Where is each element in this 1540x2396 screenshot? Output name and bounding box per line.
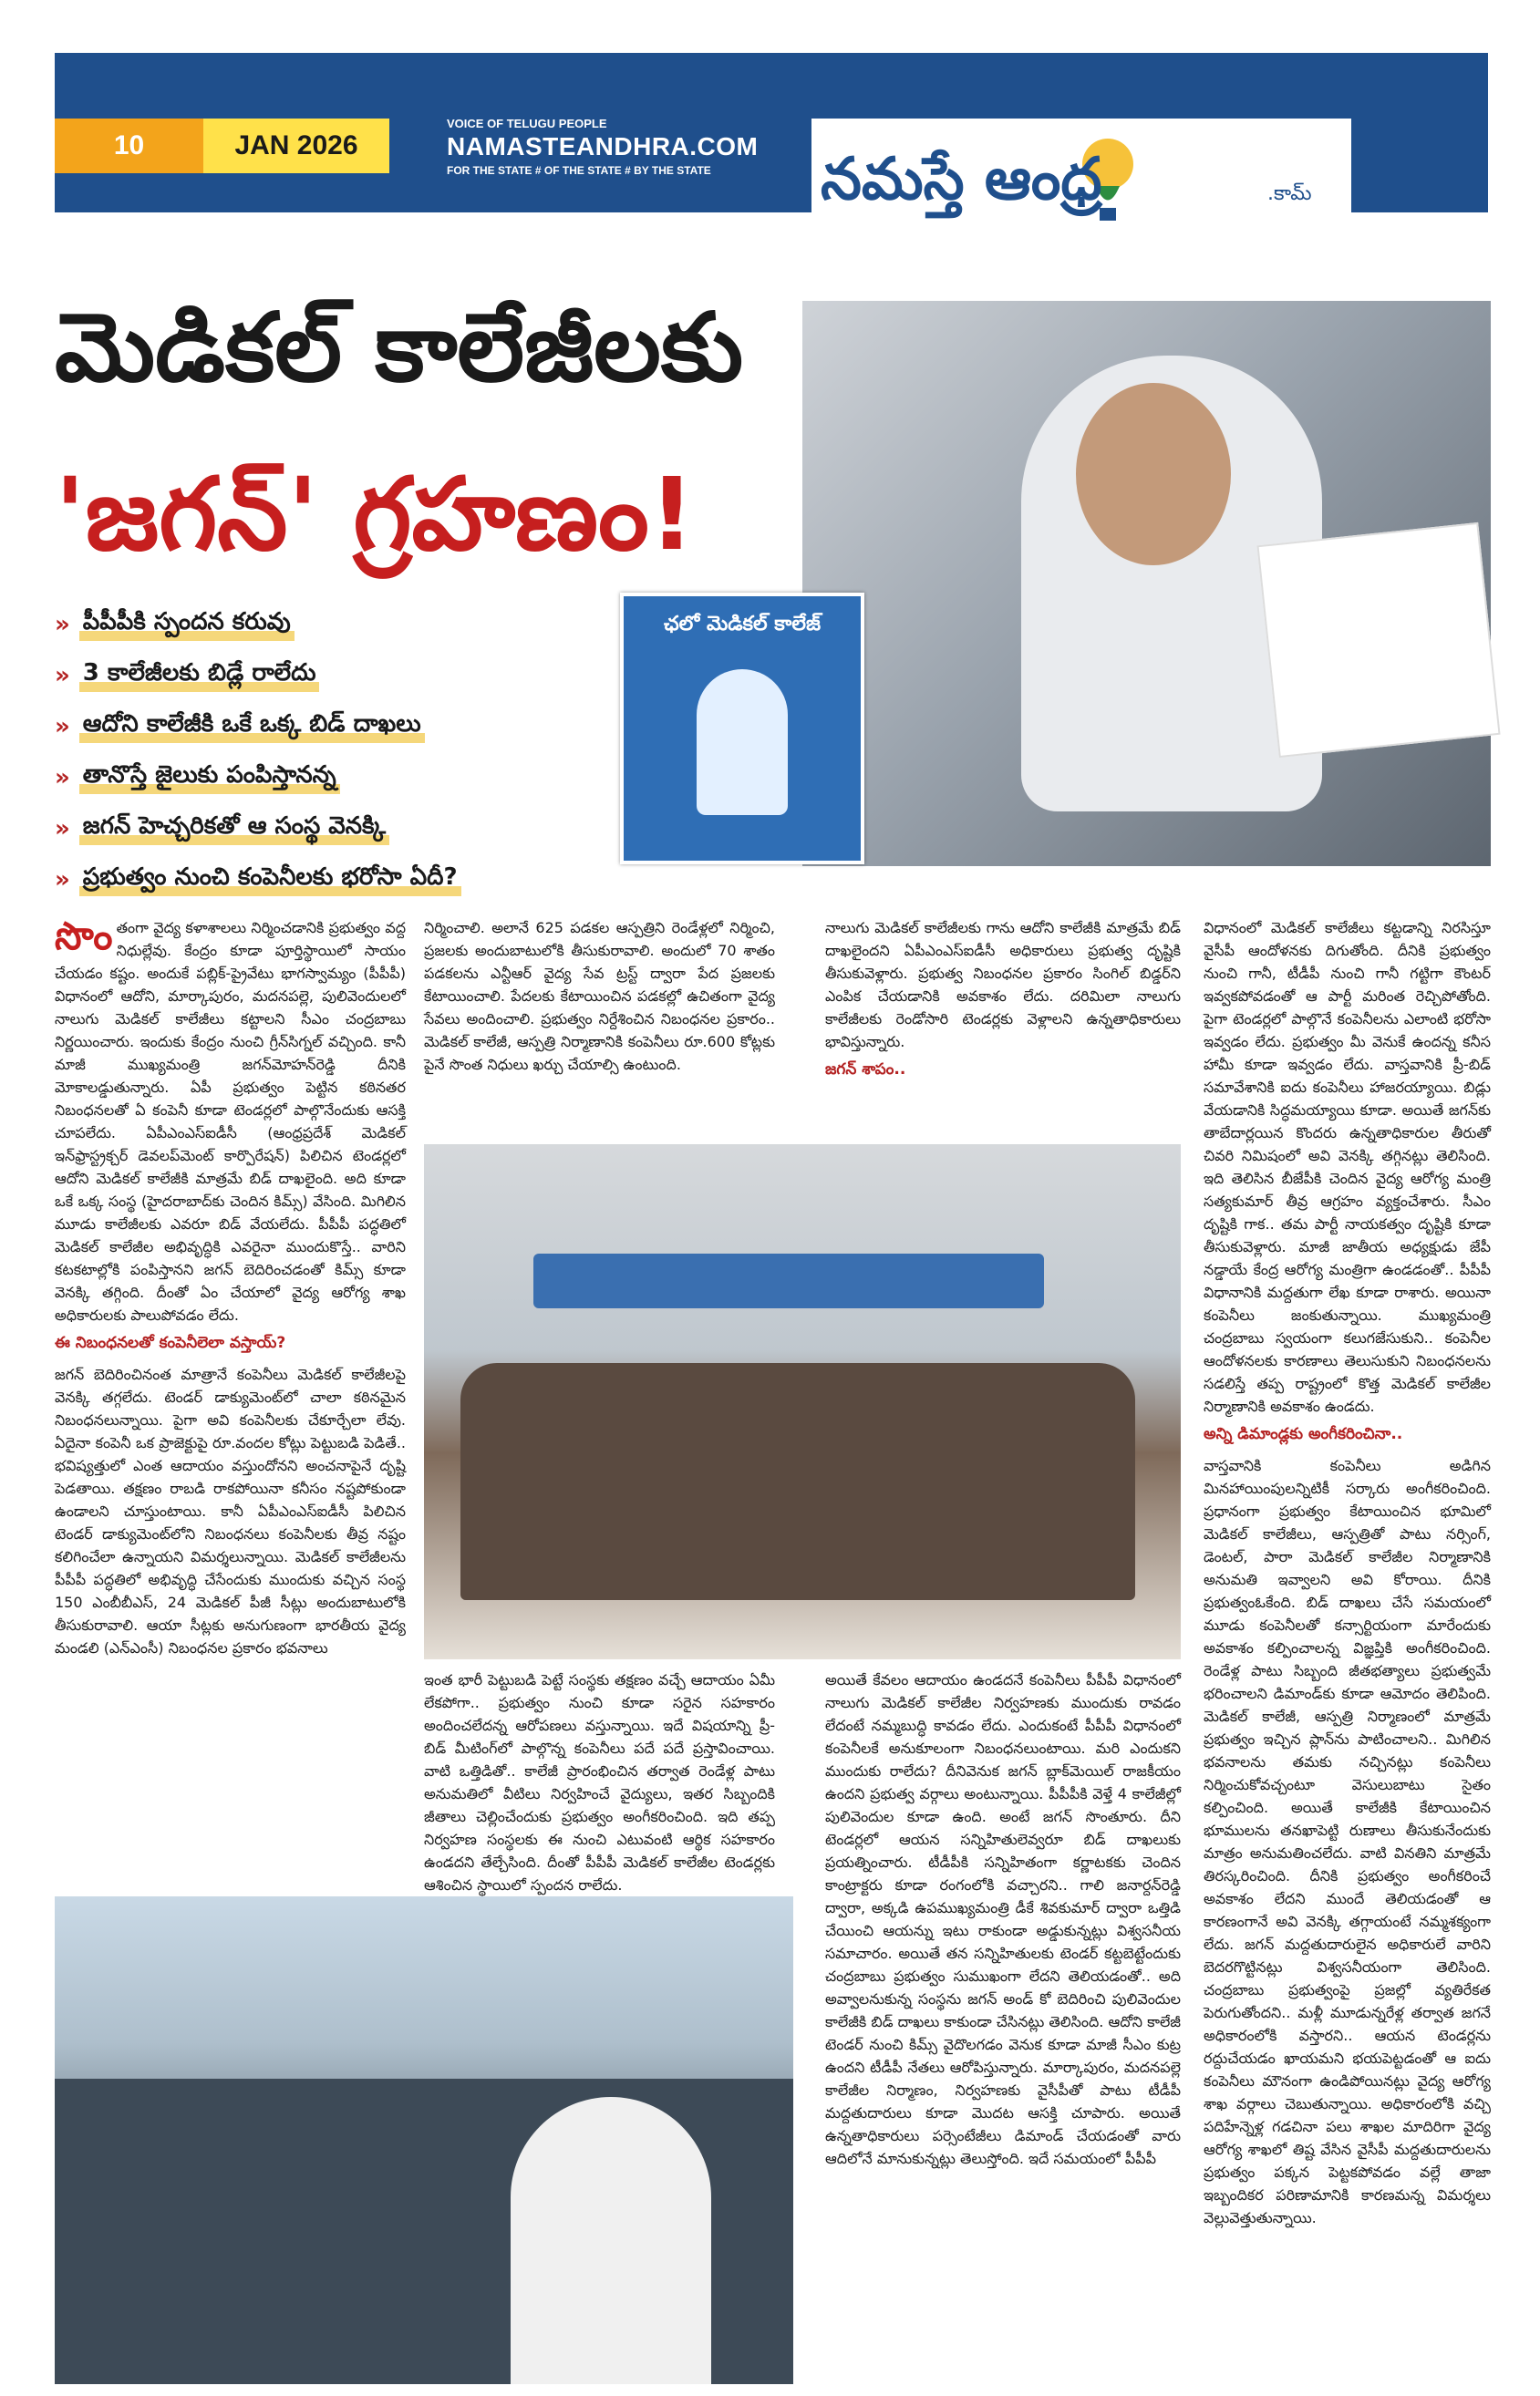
col2-paragraph-2: ఇంత భారీ పెట్టుబడి పెట్టే సంస్థకు తక్షణం వచ్చే ఆదాయం ఏమీ లేకపోగా.. ప్రభుత్వం నుంచి కూడా సరైన సహకారం అందించలేదన్న ఆరోపణలు వస్తున్నాయి. ఇదే విషయాన్ని ప్రీ-బిడ్ మీటింగ్‌లో పాల్గొన్న కంపెనీలు పదే పదే ప్రస్తావించాయి. వాటి ఒత్తిడితో.. కాలేజీ ప్రారంభించిన తర్వాత రెండేళ్ల పాటు అనుమతిలో వీటిలు నిర్వహించే వైద్యులు, ఇతర సిబ్బందికి జీతాలు చెల్లించేందుకు ప్రభుత్వం అంగీకరించింది. ఇది తప్ప నిర్వహణ సంస్థలకు ఈ నుంచి ఎటువంటి ఆర్థిక సహకారం ఉండదని తేల్చేసింది. దీంతో పీపీపీ మెడికల్ కాలేజీల టెండర్లకు ఆశించిన స్థాయిలో స్పందన రాలేదు.: [424, 1671, 775, 1894]
person-back: [511, 2097, 711, 2384]
bullet-item: » 3 కాలేజీలకు బిడ్లే రాలేదు: [55, 653, 461, 698]
bullet-item: » పీపీపీకి స్పందన కరువు: [55, 602, 461, 647]
bullet-marker-icon: »: [55, 611, 70, 638]
col3-paragraph-2: అయితే కేవలం ఆదాయం ఉండదనే కంపెనీలు పీపీపీ విధానంలో నాలుగు మెడికల్ కాలేజీల నిర్వహణకు ముందుకు రావడం లేదంటే నమ్మబుద్ధి కావడం లేదు. ఎందుకంటే పీపీపీ విధానంలో కంపెనీలకే అనుకూలంగా నిబంధనలుంటాయి. మరి ఎందుకని ముందుకు రాలేదు? దీనివెనుక జగన్ బ్లాక్‌మెయిల్ రాజకీయం ఉందని ప్రభుత్వ వర్గాలు అంటున్నాయి. పీపీపీకి వెళ్తే 4 కాలేజీల్లో పులివెందుల కూడా ఉంది. అంటే జగన్ సొంతూరు. దీని టెండర్లలో ఆయన సన్నిహితులెవ్వరూ బిడ్ దాఖలుకు ప్రయత్నించారు. టీడీపీకి సన్నిహితంగా కర్ణాటకకు చెందిన కాంట్రాక్టరు కూడా రంగంలోకి వచ్చారని.. గాలి జనార్దన్‌రెడ్డి ద్వారా, అక్కడి ఉపముఖ్యమంత్రి డీకే శివకుమార్ ద్వారా ఒత్తిడి చేయించి ఆయన్ను ఇటు రాకుండా అడ్డుకున్నట్లు విశ్వసనీయ సమాచారం. అయితే తన సన్నిహితులకు టెండర్ కట్టబెట్టేందుకు చంద్రబాబు ప్రభుత్వం సుముఖంగా లేదని తెలియడంతో.. అది అవ్వాలనుకున్న సంస్థను జగన్ అండ్ కో బెదిరించి పులివెందుల కాలేజీకి బిడ్ దాఖలు కాకుండా చేసినట్లు తెలిసింది. ఆదోని కాలేజీ టెండర్ నుంచి కిమ్స్ వైదొలగడం వెనుక కూడా మాజీ సీఎం కుట్ర ఉందని టీడీపీ నేతలు ఆరోపిస్తున్నారు. మార్కాపురం, మదనపల్లె కాలేజీల నిర్మాణం, నిర్వహణకు వైసీపీతో పాటు టీడీపీ మద్దతుదారులు కూడా మొదట ఆసక్తి చూపారు. అయితే ఉన్నతాధికారులు పర్సెంటేజీలు డిమాండ్ చేయడంతో వారు ఆదిలోనే మానుకున్నట్లు తెలుస్తోంది. ఇదే సమయంలో పీపీపీ: [825, 1671, 1181, 2167]
headline-line2: 'జగన్' గ్రహణం!: [55, 456, 695, 573]
col1-paragraph-2: జగన్ బెదిరించినంత మాత్రానే కంపెనీలు మెడికల్ కాలేజీలపై వెనక్కి తగ్గలేదు. టెండర్ డాక్యుమెంట్‌లో చాలా కఠినమైన నిబంధనలున్నాయి. పైగా అవి కంపెనీలకు చేకూర్చేలా లేవు. ఏదైనా కంపెనీ ఒక ప్రాజెక్టుపై రూ.వందల కోట్లు పెట్టుబడి పెడితే.. భవిష్యత్తులో ఎంత ఆదాయం వస్తుందోనని అంచనాపైనే దృష్టి పెడతాయి. తక్షణం రాబడి రాకపోయినా కనీసం నష్టపోకుండా ఉండాలని చూస్తుంటాయి. కానీ ఏపీఎంఎస్ఐడీసీ పిలిచిన టెండర్ డాక్యుమెంట్‌లోని నిబంధనలు కంపెనీలకు తీవ్ర నష్టం కలిగించేలా ఉన్నాయని విమర్శలున్నాయి. మెడికల్ కాలేజీలను పీపీపీ పద్ధతిలో అభివృద్ధి చేసేందుకు ముందుకు వచ్చిన సంస్థ 150 ఎంబీబీఎస్, 24 మెడికల్ పీజీ సీట్లు అందుబాటులోకి తీసుకురావాలి. ఆయా సీట్లకు అనుగుణంగా భారతీయ వైద్య మండలి (ఎన్ఎంసీ) నిబంధనల ప్రకారం భవనాలు: [55, 1366, 406, 1657]
col1-paragraph-1: తంగా వైద్య కళాశాలలు నిర్మించడానికి ప్రభుత్వం వద్ద నిధుల్లేవు. కేంద్రం కూడా పూర్తిస్థాయిలో సాయం చేయడం కష్టం. అందుకే పబ్లిక్-ప్రైవేటు భాగస్వామ్యం (పీపీపీ) విధానంలో ఆదోని, మార్కాపురం, మదనపల్లె, పులివెందులలో నాలుగు మెడికల్ కాలేజీలు కట్టాలని సీఎం చంద్రబాబు నిర్ణయించారు. ఇందుకు కేంద్రం నుంచి గ్రీన్‌సిగ్నల్ వచ్చింది. కానీ మాజీ ముఖ్యమంత్రి జగన్‌మోహన్‌రెడ్డి దీనికి మోకాలడ్డుతున్నారు. ఏపీ ప్రభుత్వం పెట్టిన కఠినతర నిబంధనలతో ఏ కంపెనీ కూడా టెండర్లలో పాల్గొనేందుకు ఆసక్తి చూపలేదు. ఏపీఎంఎస్ఐడీసీ (ఆంధ్రప్రదేశ్ మెడికల్ ఇన్‌ఫ్రాస్ట్రక్చర్ డెవలప్‌మెంట్ కార్పొరేషన్) పిలిచిన టెండర్లలో ఆదోని మెడికల్ కాలేజీకి మాత్రమే బిడ్ దాఖలైంది. అది కూడా ఒకే ఒక్క సంస్థ (హైదరాబాద్‌కు చెందిన కిమ్స్) వేసింది. మిగిలిన మూడు కాలేజీలకు ఎవరూ బిడ్ వేయలేదు. పీపీపీ పద్ధతిలో మెడికల్ కాలేజీల అభివృద్ధికి ఎవరైనా ముందుకొస్తే.. వారిని కటకటాల్లోకి పంపిస్తానని జగన్ బెదిరించడంతో కిమ్స్ కూడా వెనక్కి తగ్గింది. దీంతో ఏం చేయాలో వైద్య ఆరోగ్య శాఖ అధికారులకు పాలుపోవడం లేదు.: [55, 919, 406, 1324]
col4-paragraph-1: విధానంలో మెడికల్ కాలేజీలు కట్టడాన్ని నిరసిస్తూ వైసీపీ ఆందోళనకు దిగుతోంది. దీనికి ప్రభుత్వం నుంచి గానీ, టీడీపీ నుంచి గానీ గట్టిగా కౌంటర్ ఇవ్వకపోవడంతో ఆ పార్టీ మరింత రెచ్చిపోతోంది. పైగా టెండర్లలో పాల్గొనే కంపెనీలను ఎలాంటి భరోసా ఇవ్వడం లేదు. ప్రభుత్వం మీ వెనుకే ఉందన్న కనీస హామీ కూడా ఇవ్వడం లేదు. వాస్తవానికి ప్రీ-బిడ్ సమావేశానికి ఐదు కంపెనీలు హాజరయ్యాయి. బిడ్లు వేయడానికి సిద్ధమయ్యాయి కూడా. అయితే జగన్‌కు తాబేదార్లయిన కొందరు ఉన్నతాధికారుల తీరుతో చివరి నిమిషంలో అవి వెనక్కి తగ్గినట్లు తెలిసింది. ఇది తెలిసిన బీజేపీకి చెందిన వైద్య ఆరోగ్య మంత్రి సత్యకుమార్ తీవ్ర ఆగ్రహం వ్యక్తంచేశారు. సీఎం దృష్టికి గాక.. తమ పార్టీ నాయకత్వం దృష్టికి కూడా తీసుకువెళ్లారు. మాజీ జాతీయ అధ్యక్షుడు జేపీ నడ్డాయే కేంద్ర ఆరోగ్య మంత్రిగా ఉండడంతో.. పీపీపీ విధానానికి మద్దతుగా లేఖ కూడా రాశారు. అయినా కంపెనీలు జంకుతున్నాయి. ముఖ్యమంత్రి చంద్రబాబు స్వయంగా కలుగజేసుకుని.. కంపెనీల ఆందోళనలకు కారణాలు తెలుసుకుని నిబంధనలను సడలిస్తే తప్ప రాష్ట్రంలో కొత్త మెడికల్ కాలేజీల నిర్మాణానికి అవకాశం ఉండదు.: [1204, 919, 1491, 1415]
tagline-bottom: FOR THE STATE # OF THE STATE # BY THE STATE: [447, 164, 711, 177]
inset-title: ఛలో మెడికల్ కాలేజ్: [663, 613, 822, 635]
page-number: 10: [55, 119, 203, 173]
article-column-2-bottom: [424, 1668, 775, 1894]
bullet-marker-icon: »: [55, 713, 70, 740]
col3-subhead: జగన్ శాపం..: [825, 1060, 906, 1079]
site-name[interactable]: NAMASTEANDHRA.COM: [447, 132, 759, 160]
bullet-marker-icon: »: [55, 815, 70, 842]
hero-newspaper: [1256, 522, 1500, 758]
col3-paragraph-1: నాలుగు మెడికల్ కాలేజీలకు గాను ఆదోని కాలేజీకి మాత్రమే బిడ్ దాఖలైందని ఏపీఎంఎస్ఐడీసీ అధికారులు ప్రభుత్వ దృష్టికి తీసుకువెళ్లారు. ప్రభుత్వ నిబంధనల ప్రకారం సింగిల్ బిడ్డర్‌ని ఎంపిక చేయడానికి అవకాశం లేదు. దరిమిలా నాలుగు కాలేజీలకు రెండోసారి టెండర్లకు వెళ్లాలని ఉన్నతాధికారులు భావిస్తున్నారు.: [825, 919, 1181, 1050]
bullet-marker-icon: »: [55, 866, 70, 893]
col1-subhead: ఈ నిబంధనలతో కంపెనీలెలా వస్తాయ్?: [55, 1334, 286, 1352]
bullet-item: » జగన్ హెచ్చరికతో ఆ సంస్థ వెనక్కి: [55, 806, 461, 852]
crowd: [460, 1363, 1135, 1600]
article-column-3-top: [825, 916, 1181, 1135]
hero-head: [1076, 383, 1231, 565]
headline-line1: మెడికల్ కాలేజీలకు: [55, 292, 744, 403]
inset-poster: [620, 593, 864, 864]
rally-photo: [55, 1896, 793, 2384]
logo-suffix: .కామ్: [1267, 182, 1312, 205]
article-column-4: [1204, 916, 1491, 2384]
tagline-top: VOICE OF TELUGU PEOPLE: [447, 117, 607, 130]
article-column-3-bottom: [825, 1668, 1181, 2384]
col4-subhead: అన్ని డిమాండ్లకు అంగీకరించినా..: [1204, 1425, 1403, 1443]
bullet-item: » ఆదోని కాలేజీకి ఒకే ఒక్క బిడ్ దాఖలు: [55, 704, 461, 749]
bullet-list: [55, 602, 461, 908]
bullet-item: » తానొస్తే జైలుకు పంపిస్తానన్న: [55, 755, 461, 800]
banner: [533, 1254, 1044, 1308]
bullet-marker-icon: »: [55, 764, 70, 791]
article-column-1: [55, 916, 406, 1883]
bullet-item: » ప్రభుత్వం నుంచి కంపెనీలకు భరోసా ఏదీ?: [55, 857, 461, 903]
protest-photo: [424, 1144, 1181, 1659]
col2-paragraph-1: నిర్మించాలి. అలానే 625 పడకల ఆస్పత్రిని రెండేళ్లలో నిర్మించి, ప్రజలకు అందుబాటులోకి తీసుకురావాలి. అందులో 70 శాతం పడకలను ఎన్టీఆర్ వైద్య సేవ ట్రస్ట్ ద్వారా పేద ప్రజలకు కేటాయించాలి. పేదలకు కేటాయించిన పడకల్లో ఉచితంగా వైద్య సేవలు అందించాలి. ప్రభుత్వం నిర్దేశించిన నిబంధనల ప్రకారం.. మెడికల్ కాలేజీ, ఆస్పత్రి నిర్మాణానికి కంపెనీలు రూ.600 కోట్లకు పైనే సొంత నిధులు ఖర్చు చేయాల్సి ఉంటుంది.: [424, 919, 775, 1073]
issue-date: JAN 2026: [203, 119, 389, 173]
article-column-2-top: [424, 916, 775, 1135]
col4-paragraph-2: వాస్తవానికి కంపెనీలు అడిగిన మినహాయింపులన్నిటికీ సర్కారు అంగీకరించింది. ప్రధానంగా ప్రభుత్వం కేటాయించిన భూమిలో మెడికల్ కాలేజీలు, ఆస్పత్రితో పాటు నర్సింగ్, డెంటల్, పారా మెడికల్ కాలేజీల నిర్మాణానికి అనుమతి ఇవ్వాలని అవి కోరాయి. దీనికి ప్రభుత్వంఓకేంది. బిడ్ దాఖలు చేసే సమయంలో మూడు కంపెనీలతో కన్సార్టియంగా మారేందుకు అవకాశం కల్పించాలన్న విజ్ఞప్తికి అంగీకరించింది. రెండేళ్ల పాటు సిబ్బంది జీతభత్యాలు ప్రభుత్వమే భరించాలని డిమాండ్‌కు కూడా ఆమోదం తెలిపింది. మెడికల్ కాలేజీ, ఆస్పత్రి నిర్మాణంలో మాత్రమే ప్రభుత్వం ఇచ్చిన ప్లాన్‌ను పాటించాలని.. మిగిలిన భవనాలను తమకు నచ్చినట్లు కంపెనీలు నిర్మించుకోవచ్చంటూ వెసులుబాటు సైతం కల్పించింది. అయితే కాలేజీకి కేటాయించిన భూములను తనఖాపెట్టి రుణాలు తీసుకునేందుకు మాత్రం అనుమతించలేదు. వాటి వినతిని మాత్రమే తిరస్కరించింది. దీనికి ప్రభుత్వం అంగీకరించే అవకాశం లేదని ముందే తెలియడంతో ఆ కారణంగానే అవి వెనక్కి తగ్గాయంటే నమ్మశక్యంగా లేదు. జగన్ మద్దతుదారులైన అధికారులే వారిని బెదరగొట్టినట్లు విశ్వసనీయంగా తెలిసింది. చంద్రబాబు ప్రభుత్వంపై ప్రజల్లో వ్యతిరేకత పెరుగుతోందని.. మళ్లీ మూడున్నరేళ్ల తర్వాత జగనే అధికారంలోకి వస్తారని.. ఆయన టెండర్లను రద్దుచేయడం ఖాయమని భయపెట్టడంతో ఆ ఐదు కంపెనీలు మౌనంగా ఉండిపోయినట్లు వైద్య ఆరోగ్య శాఖ వర్గాలు చెబుతున్నాయి. అధికారంలోకి వచ్చి పదిహేన్నెళ్ల గడచినా పలు శాఖల మాదిరిగా వైద్య ఆరోగ్య శాఖలో తిష్ట వేసిన వైసీపీ మద్దతుదారులను ప్రభుత్వం పక్కన పెట్టకపోవడం వల్లే తాజా ఇబ్బందికర పరిణామానికి కారణమన్న విమర్శలు వెల్లువెత్తుతున్నాయి.: [1204, 1457, 1491, 2226]
dropcap: సొం: [55, 914, 113, 958]
bullet-marker-icon: »: [55, 662, 70, 689]
logo-text: నమస్తే ఆంధ్ర: [821, 146, 1102, 213]
inset-figure: [697, 669, 788, 815]
